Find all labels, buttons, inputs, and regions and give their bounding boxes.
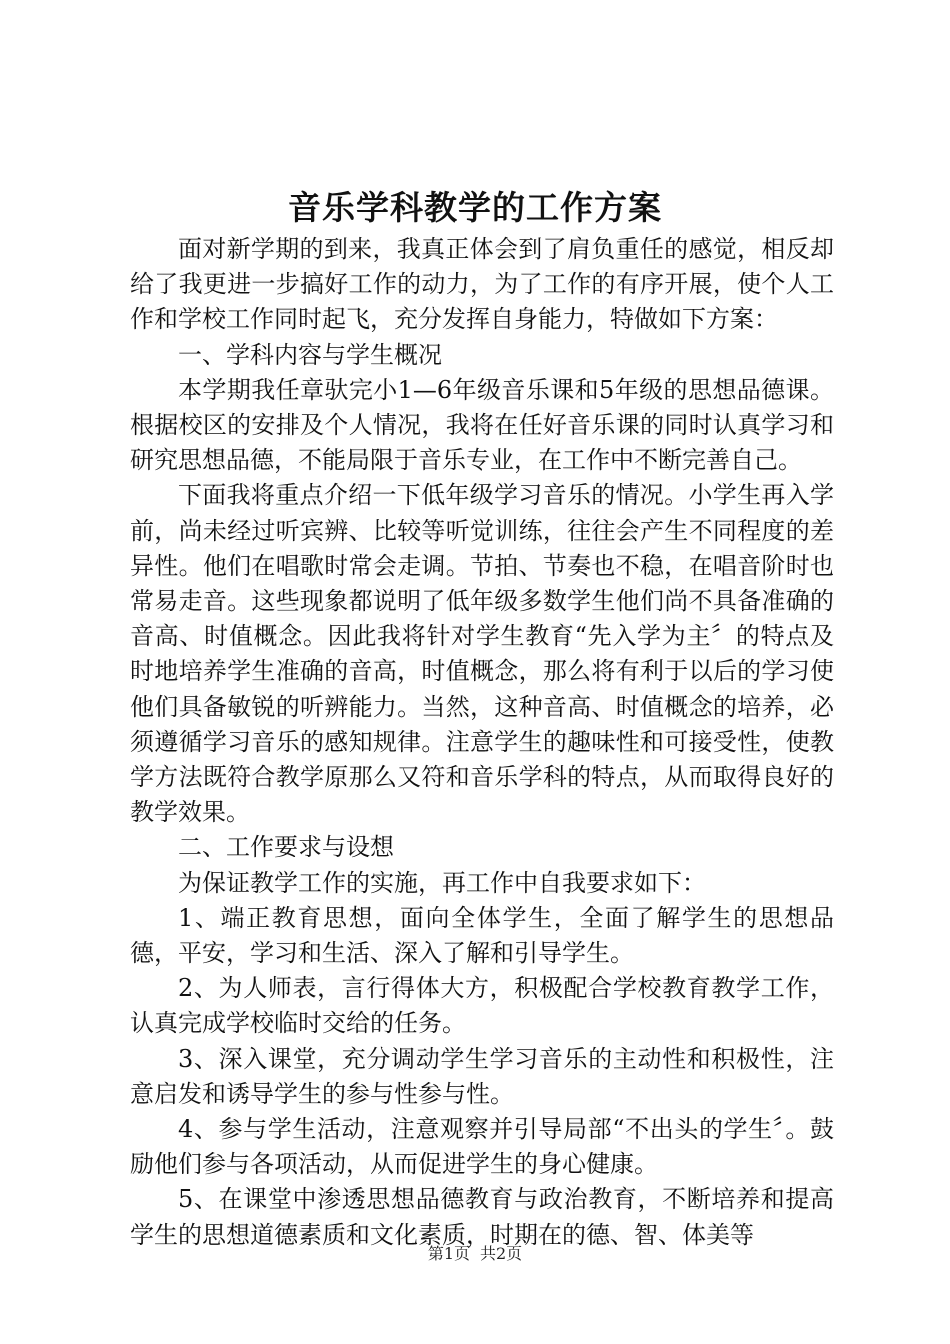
body-paragraph: 为保证教学工作的实施，再工作中自我要求如下： bbox=[178, 868, 706, 897]
document-body bbox=[130, 232, 834, 1253]
list-item: 2、为人师表，言行得体大方，积极配合学校教育教学工作，认真完成学校临时交给的任务。 bbox=[130, 974, 834, 1038]
list-item: 1、端正教育思想，面向全体学生，全面了解学生的思想品德，平安，学习和生活、深入了解和引导学生。 bbox=[130, 903, 834, 968]
list-item: 5、在课堂中渗透思想品德教育与政治教育，不断培养和提高学生的思想道德素质和文化素质，时期在的德、智、体美等 bbox=[130, 1185, 834, 1249]
document-title: 音乐学科教学的工作方案 bbox=[288, 188, 662, 227]
body-paragraph: 本学期我任章驮完小1—6年级音乐课和5年级的思想品德课。根据校区的安排及个人情况，我将在任好音乐课的同时认真学习和研究思想品德，不能局限于音乐专业，在工作中不断完善自己。 bbox=[130, 375, 834, 475]
intro-paragraph: 面对新学期的到来，我真正体会到了肩负重任的感觉，相反却给了我更进一步搞好工作的动力，为了工作的有序开展，使个人工作和学校工作同时起飞，充分发挥自身能力，特做如下方案： bbox=[130, 235, 834, 334]
list-item: 4、参与学生活动，注意观察并引导局部“不出头的学生〞。鼓励他们参与各项活动，从而促进学生的身心健康。 bbox=[130, 1115, 834, 1179]
section-heading-1: 一、学科内容与学生概况 bbox=[178, 340, 442, 369]
page-total: 共2页 bbox=[480, 1244, 523, 1263]
section-heading-2: 二、工作要求与设想 bbox=[178, 833, 394, 862]
page-footer bbox=[0, 1242, 950, 1266]
page-number: 第1页 bbox=[427, 1244, 470, 1263]
body-paragraph: 下面我将重点介绍一下低年级学习音乐的情况。小学生再入学前，尚未经过听宾辨、比较等听觉训练，往往会产生不同程度的差异性。他们在唱歌时常会走调。节拍、节奏也不稳，在唱音阶时也常易走音。这些现象都说明了低年级多数学生他们尚不具备准确的音高、时值概念。因此我将针对学生教育“先入学为主〞的特点及时地培养学生准确的音高，时值概念，那么将有利于以后的学习使他们具备敏锐的听辨能力。当然，这种音高、时值概念的培养，必须遵循学习音乐的感知规律。注意学生的趣味性和可接受性，使教学方法既符合教学原那么又符和音乐学科的特点，从而取得良好的教学效果。 bbox=[130, 481, 834, 827]
list-item: 3、深入课堂，充分调动学生学习音乐的主动性和积极性，注意启发和诱导学生的参与性参与性。 bbox=[130, 1044, 834, 1108]
